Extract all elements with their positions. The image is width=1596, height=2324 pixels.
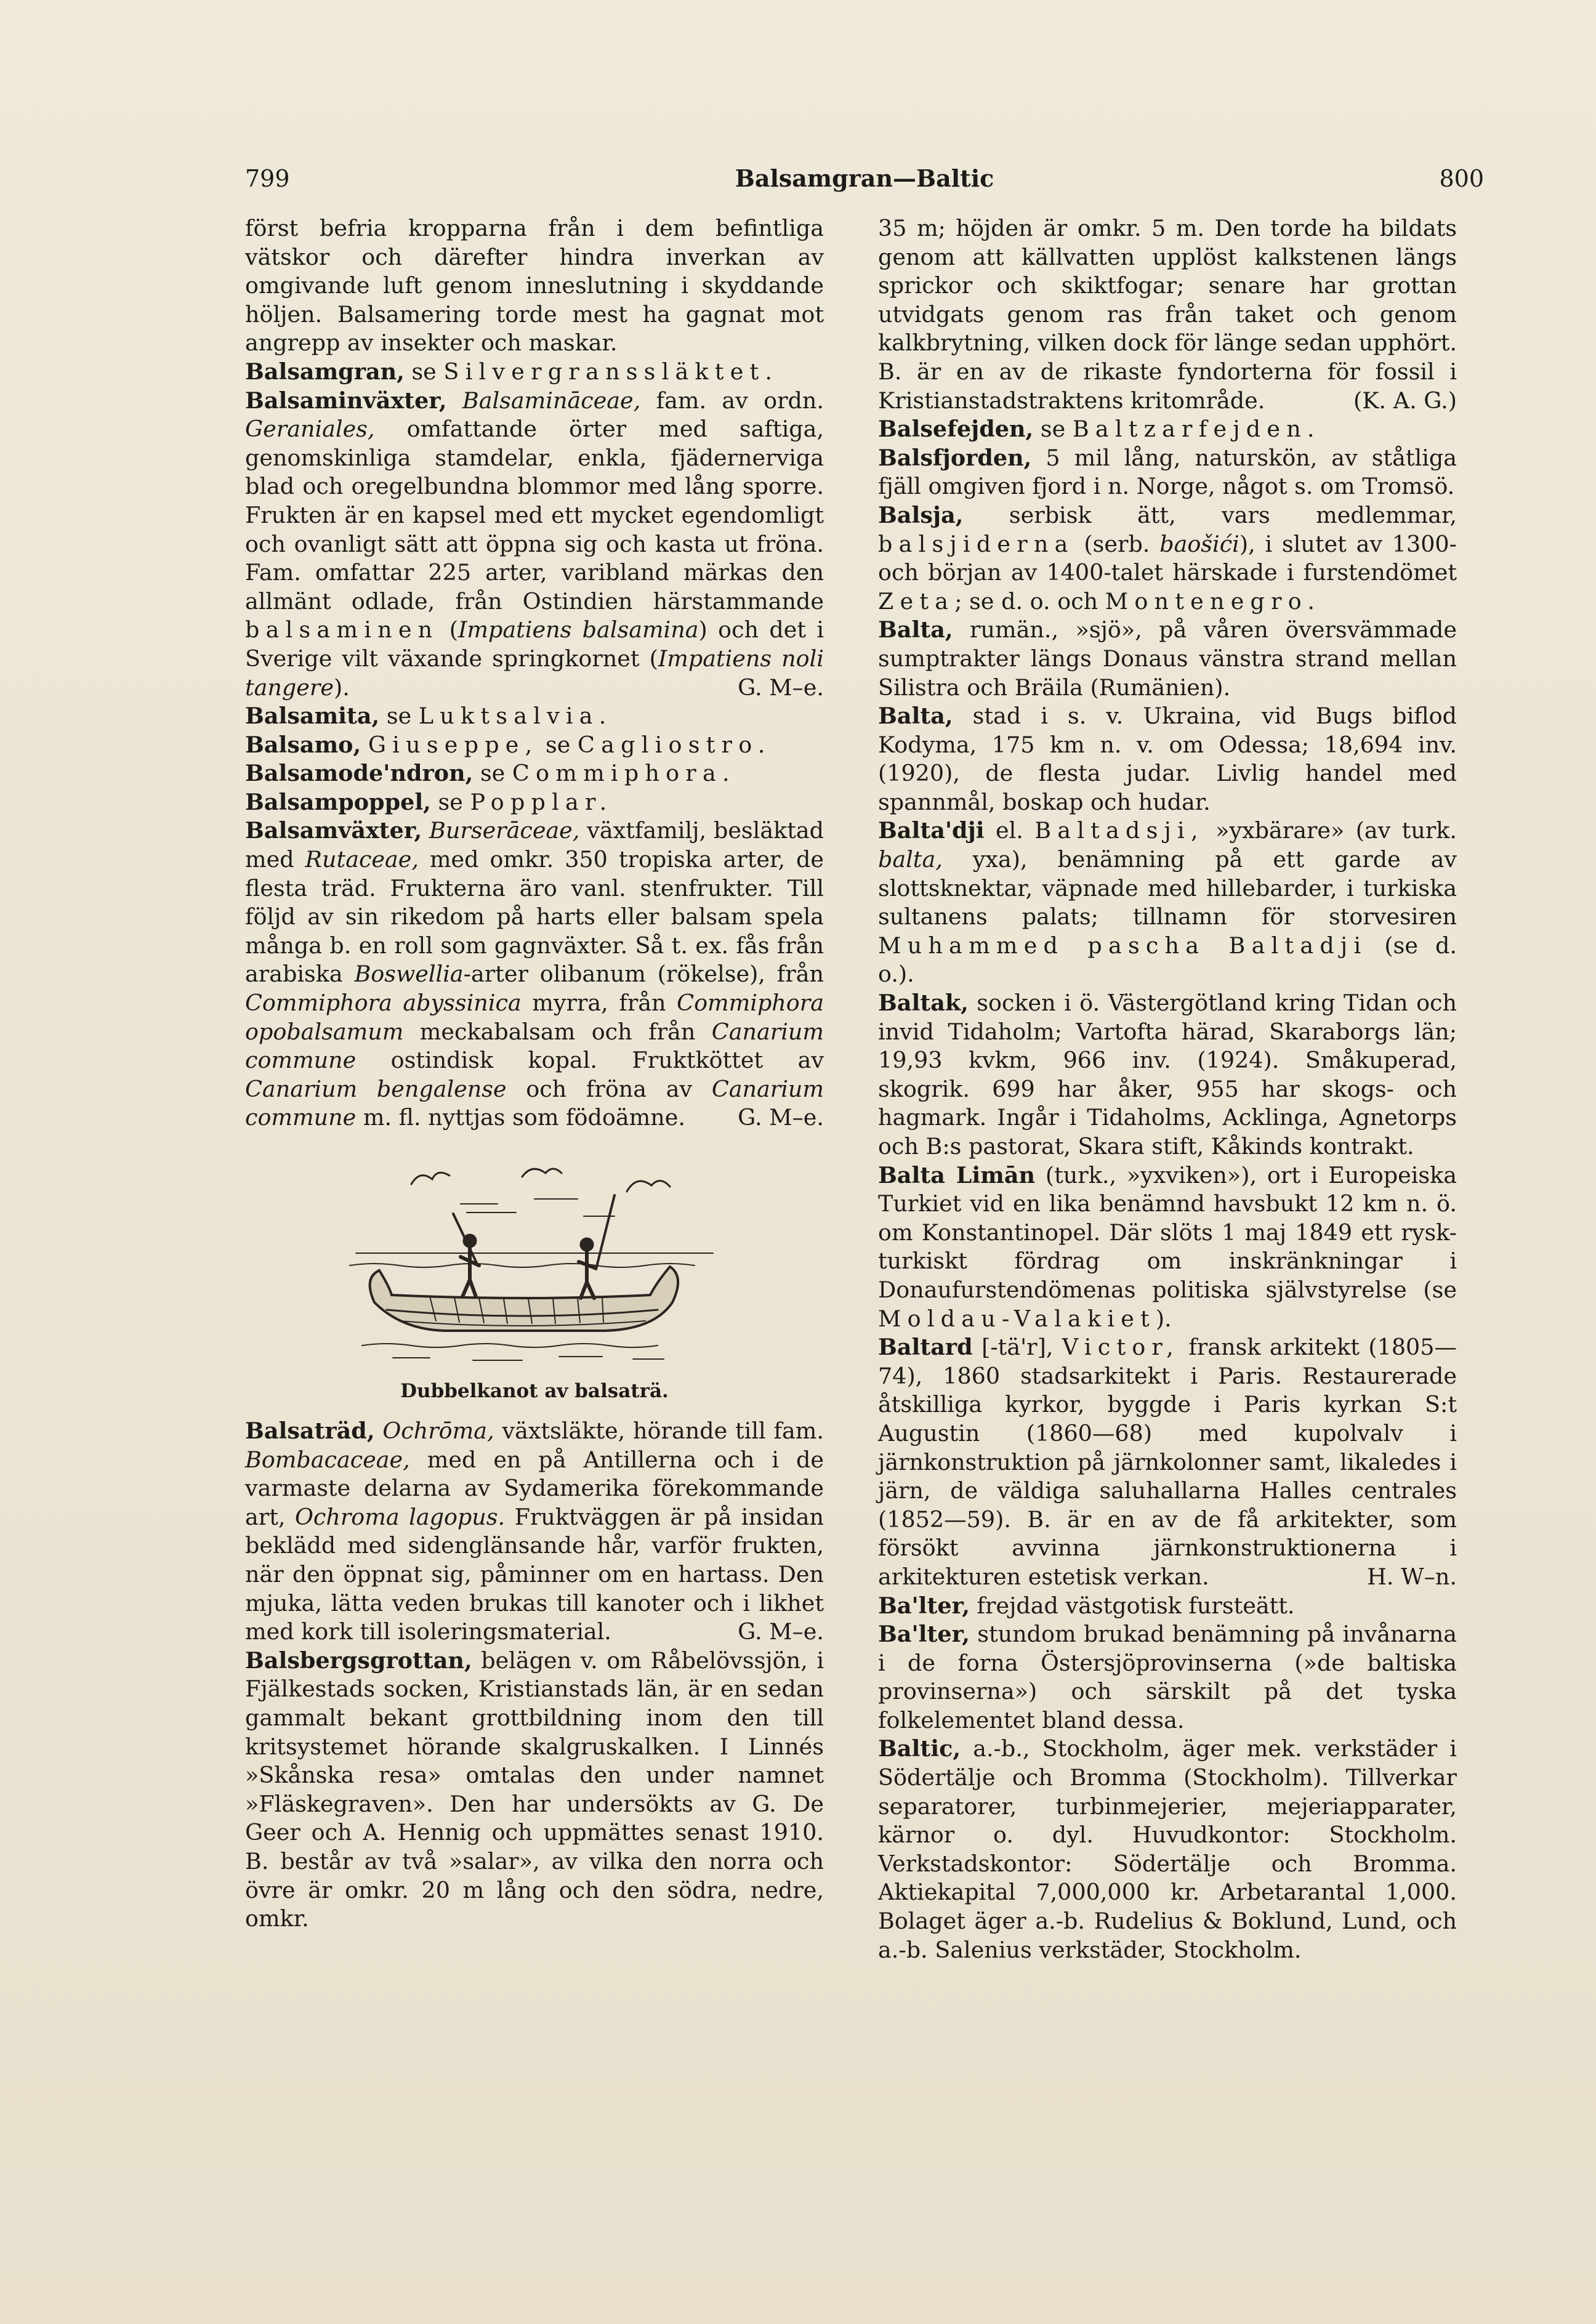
headword: Balta'dji — [878, 817, 985, 844]
entry-balsja: Balsja, serbisk ätt, vars medlemmar, balsjiderna (serb. baošići), i slutet av 1300- och början av 1400-talet härskade i furstendömet Zeta; se d. o. och Montenegro. — [878, 501, 1457, 615]
right-column — [878, 214, 1457, 1964]
entry-balta-liman: Balta Limān (turk., »yxviken»), ort i Europeiska Turkiet vid en lika benämnd havsbukt 12 km n. ö. om Konstantinopel. Där slöts 1 maj 1849 ett rysk-turkiskt fördrag om inskränkningar i Donaufurstendömenas politiska självstyrelse (se Moldau-Valakiet). — [878, 1161, 1457, 1332]
headword: Balsaträd, — [245, 1418, 375, 1444]
headword: Balsfjorden, — [878, 444, 1032, 471]
entry-balsampoppel: Balsampoppel, se Popplar. — [245, 788, 613, 815]
page-number-right: 800 — [1439, 165, 1484, 192]
double-canoe-illustration — [337, 1148, 732, 1370]
headword: Balsefejden, — [878, 416, 1034, 443]
author-signature: (K. A. G.) — [1353, 387, 1457, 414]
entry-balsamita: Balsamita, se Luktsalvia. — [245, 703, 613, 730]
entry-balsamgran: Balsamgran, se Silvergranssläktet. — [245, 358, 779, 385]
entry-balsamvaxter: Balsamväxter, Burserāceae, växtfamilj, besläktad med Rutaceae, med omkr. 350 tropiska arter, de flesta träd. Frukterna äro vanl. stenfrukter. Till följd av sin rikedom på harts eller balsam spela många b. en roll som gagnväxter. Så t. ex. fås från arabiska Boswellia-arter olibanum (rökelse), från Commiphora abyssinica myrra, från Commiphora opobalsamum meckabalsam och från Canarium commune ostindisk kopal. Fruktköttet av Canarium bengalense och fröna av Canarium commune m. fl. nyttjas som födoämne. G. M–e. — [245, 817, 824, 1132]
entry-balta-romanian: Balta, rumän., »sjö», på våren översvämmade sumptrakter längs Donaus vänstra strand mellan Silistra och Bräila (Rumänien). — [878, 616, 1457, 701]
entry-balter-dynasty: Ba'lter, frejdad västgotisk fursteätt. — [878, 1592, 1295, 1619]
headword: Balsamgran, — [245, 358, 405, 385]
entry-baltic: Baltic, a.-b., Stockholm, äger mek. verkstäder i Södertälje och Bromma (Stockholm). Tillverkar separatorer, turbinmejerier, mejeriapparater, kärnor o. dyl. Huvudkontor: Stockholm. Verkstadskontor: Södertälje och Bromma. Aktiekapital 7,000,000 kr. Arbetarantal 1,000. Bolaget äger a.-b. Rudelius & Boklund, Lund, och a.-b. Salenius verkstäder, Stockholm. — [878, 1735, 1457, 1963]
headword: Ba'lter, — [878, 1621, 970, 1648]
headword: Ba'lter, — [878, 1592, 970, 1619]
entry-balsfjorden: Balsfjorden, 5 mil lång, naturskön, av ståtliga fjäll omgiven fjord i n. Norge, något s. om Tromsö. — [878, 444, 1457, 500]
entry-balta-city: Balta, stad i s. v. Ukraina, vid Bugs biflod Kodyma, 175 km n. v. om Odessa; 18,694 inv. (1920), de flesta judar. Livlig handel med spannmål, boskap och hudar. — [878, 703, 1457, 815]
entry-balsbergsgrottan: Balsbergsgrottan, belägen v. om Råbelövssjön, i Fjälkestads socken, Kristianstads län, är en sedan gammalt bekant grottbildning inom den till kritsystemet hörande skalgruskalken. I Linnés »Skånska resa» omtalas den under namnet »Fläskegraven». Den har undersökts av G. De Geer och A. Hennig och uppmättes senast 1910. B. består av två »salar», av vilka den norra och övre är omkr. 20 m lång och den södra, nedre, omkr. — [245, 1647, 824, 1932]
page-title: Balsamgran—Baltic — [735, 164, 994, 192]
headword: Balsja, — [878, 501, 964, 528]
headword: Baltard — [878, 1334, 973, 1361]
page-number-left: 799 — [245, 165, 290, 192]
figure-caption: Dubbelkanot av balsaträ. — [400, 1380, 669, 1402]
headword: Balsamode'ndron, — [245, 760, 474, 787]
author-signature: G. M–e. — [738, 1618, 824, 1645]
headword: Balsaminväxter, — [245, 387, 447, 414]
author-signature: H. W–n. — [1367, 1563, 1457, 1590]
headword: Baltak, — [878, 990, 969, 1017]
entry-balsamo: Balsamo, Giuseppe, se Cagliostro. — [245, 731, 772, 758]
canoe-figure — [245, 1148, 824, 1403]
headword: Balsbergsgrottan, — [245, 1647, 472, 1674]
headword: Baltic, — [878, 1735, 961, 1762]
headword: Balsamita, — [245, 703, 380, 730]
entry-balsbergsgrottan-continued: 35 m; höjden är omkr. 5 m. Den torde ha bildats genom att källvatten upplöst kalkstenen längs sprickor och skiktfogar; senare har grottan utvidgats genom ras från taket och genom kalkbrytning, vilken dock för länge sedan upphört. B. är en av de rikaste fyndorterna för fossil i Kristianstadstraktens kritområde. (K. A. G.) — [878, 214, 1457, 415]
headword: Balta, — [878, 616, 953, 644]
entry-balsaminvaxter: Balsaminväxter, Balsamināceae, fam. av ordn. Geraniales, omfattande örter med saftiga, genomskinliga stamdelar, enkla, fjädernerviga blad och oregelbundna blommor med lång sporre. Frukten är en kapsel med ett mycket egendomligt och ovanligt sätt att öppna sig och kasta ut fröna. Fam. omfattar 225 arter, varibland märkas den allmänt odlade, från Ostindien härstammande balsaminen (Impatiens balsamina) och det i Sverige vilt växande springkornet (Impatiens noli tangere). G. M–e. — [245, 387, 824, 703]
headword: Balta, — [878, 703, 953, 730]
entry-balsefejden: Balsefejden, se Baltzarfejden. — [878, 416, 1321, 443]
entry-balsatrad: Balsaträd, Ochrōma, växtsläkte, hörande till fam. Bombacaceae, med en på Antillerna och i de varmaste delarna av Sydamerika förekommande art, Ochroma lagopus. Fruktväggen är på insidan beklädd med sidenglänsande hår, varför frukten, när den öppnat sig, påminner om en hartass. Den mjuka, lätta veden brukas till kanoter och i likhet med kork till isoleringsmaterial. G. M–e. — [245, 1417, 824, 1647]
left-column — [245, 214, 824, 1934]
headword: Balta Limān — [878, 1161, 1036, 1188]
headword: Balsampoppel, — [245, 788, 431, 815]
entry-baltak: Baltak, socken i ö. Västergötland kring Tidan och invid Tidaholm; Vartofta härad, Skaraborgs län; 19,93 kvkm, 966 inv. (1924). Småkuperad, skogrik. 699 har åker, 955 har skogs- och hagmark. Ingår i Tidaholms, Acklinga, Agnetorps och B:s pastorat, Skara stift, Kåkinds kontrakt. — [878, 990, 1457, 1160]
page-header — [245, 157, 1484, 200]
headword: Balsamväxter, — [245, 817, 422, 844]
entry-baltard: Baltard [-tä'r], Victor, fransk arkitekt (1805—74), 1860 stadsarkitekt i Paris. Restaurerade åtskilliga kyrkor, byggde i Paris kyrkan S:t Augustin (1860—68) med kupolvalv i järnkonstruktion på järnkolonner samt, likaledes i järn, de väldiga saluhallarna Halles centrales (1852—59). B. är en av de få arkitekter, som försökt avvinna järnkonstruktionerna i arkitekturen estetisk verkan. H. W–n. — [878, 1333, 1457, 1591]
author-signature: G. M–e. — [738, 674, 824, 701]
entry-baltadji: Balta'dji el. Baltadsji, »yxbärare» (av turk. balta, yxa), benämning på ett garde av slottsknektar, väpnade med hillebarder, i turkiska sultanens palats; tillnamn för storvesiren Muhammed pascha Baltadji (se d. o.). — [878, 817, 1457, 988]
headword: Balsamo, — [245, 731, 361, 758]
entry-continuation: först befria kropparna från i dem befintliga vätskor och därefter hindra inverkan av omgivande luft genom inneslutning i skyddande höljen. Balsamering torde mest ha gagnat mot angrepp av insekter och maskar. — [245, 215, 824, 357]
entry-balter-people: Ba'lter, stundom brukad benämning på invånarna i de forna Östersjöprovinserna (»de baltiska provinserna») och särskilt på det tyska folkelementet bland dessa. — [878, 1621, 1457, 1733]
entry-balsamodendron: Balsamode'ndron, se Commiphora. — [245, 760, 736, 787]
author-signature: G. M–e. — [738, 1104, 824, 1131]
